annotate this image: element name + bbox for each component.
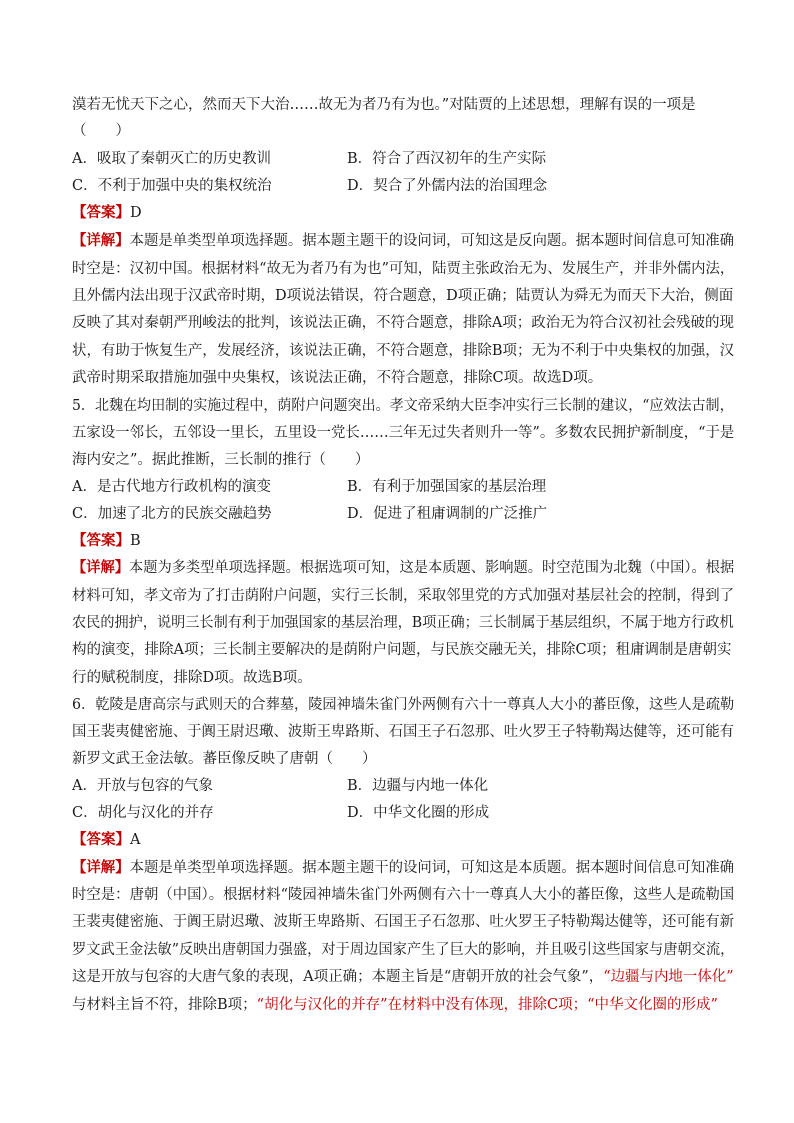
answer-tag: 【答案】: [72, 204, 130, 221]
q5-detail-line-4: 构的演变，排除A项；三长制主要解决的是荫附户问题，与民族交融无关，排除C项；租庸调制是唐朝实: [72, 642, 732, 658]
q5-answer-value: B: [130, 533, 141, 549]
q4-detail-line-5: 状，有助于恢复生产，发展经济，该说法正确，不符合题意，排除B项；无为不利于中央集权的加强，汉: [72, 343, 735, 359]
q6-detail-line-1: 【详解】本题是单类型单项选择题。据本题主题干的设问词，可知这是本质题。据本题时间信息可知准确: [72, 859, 734, 876]
q5-detail-line-1: 【详解】本题为多类型单项选择题。根据选项可知，这是本质题、影响题。时空范围为北魏（中国）。根据: [72, 559, 735, 576]
q6-detail-line-5: 这是开放与包容的大唐气象的表现，A项正确；本题主旨是“唐朝开放的社会气象”，“边疆与内地一体化”: [72, 969, 734, 985]
q4-stem-tail: 漠若无忧天下之心，然而天下大治……故无为者乃有为也。”对陆贾的上述思想，理解有误的一项是: [72, 97, 696, 113]
q6-stem-line-2: 国王裴夷健密施、于阗王尉迟璥、波斯王卑路斯、石国王子石忽那、吐火罗王子特勒羯达健等，还可能有: [72, 724, 734, 740]
detail-tag: 【详解】: [72, 559, 129, 576]
q6-detail-line-3: 王裴夷健密施、于阗王尉迟璥、波斯王卑路斯、石国王子石忽那、吐火罗王子特勒羯达健等，还可能有新: [72, 914, 734, 930]
q6-detail-highlight-2: “胡化与汉化的并存”在材料中没有体现，排除C项；“中华文化圈的形成”: [256, 997, 718, 1013]
q5-stem-line-3: 海内安之”。据此推断，三长制的推行（ ）: [72, 452, 370, 468]
q4-option-a[interactable]: A．吸取了秦朝灭亡的历史教训: [72, 151, 271, 167]
q4-detail-line-6: 武帝时期采取措施加强中央集权，该说法正确，不符合题意，排除C项。故选D项。: [72, 370, 603, 386]
q5-option-b[interactable]: B．有利于加强国家的基层治理: [347, 479, 547, 495]
q5-detail-line-5: 行的赋税制度，排除D项。故选B项。: [72, 670, 312, 686]
q4-answer: [72, 203, 142, 223]
q6-answer: [72, 830, 140, 850]
q6-option-d[interactable]: D．中华文化圈的形成: [347, 805, 490, 821]
q6-detail-line-6: 与材料主旨不符，排除B项；“胡化与汉化的并存”在材料中没有体现，排除C项；“中华文化圈的形成”: [72, 997, 718, 1013]
q4-detail-line-4: 反映了其对秦朝严刑峻法的批判，该说法正确，不符合题意，排除A项；政治无为符合汉初社会残破的现: [72, 315, 734, 331]
q6-detail-line-2: 时空是：唐朝（中国）。根据材料“陵园神墙朱雀门外两侧有六十一尊真人大小的蕃臣像，这些人是疏勒国: [72, 887, 735, 903]
q6-detail-highlight-1: “边疆与内地一体化”: [603, 969, 734, 985]
q4-answer-value: D: [130, 205, 142, 221]
q6-stem-line-1: 6．乾陵是唐高宗与武则天的合葬墓，陵园神墙朱雀门外两侧有六十一尊真人大小的蕃臣像，这些人是疏勒: [72, 697, 735, 713]
detail-tag: 【详解】: [72, 232, 130, 249]
q5-answer: [72, 531, 141, 551]
q5-option-a[interactable]: A．是古代地方行政机构的演变: [72, 479, 271, 495]
q4-paren: （ ）: [72, 123, 130, 139]
q5-stem-line-1: 5．北魏在均田制的实施过程中，荫附户问题突出。孝文帝采纳大臣李冲实行三长制的建议，“应效法古制，: [72, 398, 734, 414]
answer-tag: 【答案】: [72, 831, 130, 848]
q6-option-c[interactable]: C．胡化与汉化的并存: [72, 805, 214, 821]
q4-detail-line-2: 时空是：汉初中国。根据材料“故无为者乃有为也”可知，陆贾主张政治无为、发展生产，并非外儒内法，: [72, 261, 735, 277]
q4-option-b[interactable]: B．符合了西汉初年的生产实际: [347, 151, 547, 167]
answer-tag: 【答案】: [72, 532, 130, 549]
q5-detail-line-3: 农民的拥护，说明三长制有利于加强国家的基层治理，B项正确；三长制属于基层组织，不属于地方行政机: [72, 615, 734, 631]
q4-detail-line-1: 【详解】本题是单类型单项选择题。据本题主题干的设问词，可知这是反向题。据本题时间信息可知准确: [72, 232, 734, 249]
q4-detail-line-3: 且外儒内法出现于汉武帝时期，D项说法错误，符合题意，D项正确；陆贾认为舜无为而天下大治，侧面: [72, 288, 734, 304]
q6-stem-line-3: 新罗文武王金法敏。蕃臣像反映了唐朝（ ）: [72, 751, 377, 767]
q5-option-c[interactable]: C．加速了北方的民族交融趋势: [72, 506, 272, 522]
q5-option-d[interactable]: D．促进了租庸调制的广泛推广: [347, 506, 548, 522]
q5-detail-line-2: 材料可知，孝文帝为了打击荫附户问题，实行三长制，采取邻里党的方式加强对基层社会的控制，得到了: [72, 588, 734, 604]
detail-tag: 【详解】: [72, 859, 130, 876]
q4-option-d[interactable]: D．契合了外儒内法的治国理念: [347, 178, 548, 194]
q6-option-b[interactable]: B．边疆与内地一体化: [347, 778, 489, 794]
q4-option-c[interactable]: C．不利于加强中央的集权统治: [72, 178, 272, 194]
q6-detail-line-4: 罗文武王金法敏”反映出唐朝国力强盛，对于周边国家产生了巨大的影响，并且吸引这些国家与唐朝交流，: [72, 942, 735, 958]
q5-stem-line-2: 五家设一邻长，五邻设一里长，五里设一党长……三年无过失者则升一等”。多数农民拥护新制度，“于是: [72, 425, 735, 441]
q6-option-a[interactable]: A．开放与包容的气象: [72, 778, 213, 794]
q6-answer-value: A: [130, 832, 141, 848]
